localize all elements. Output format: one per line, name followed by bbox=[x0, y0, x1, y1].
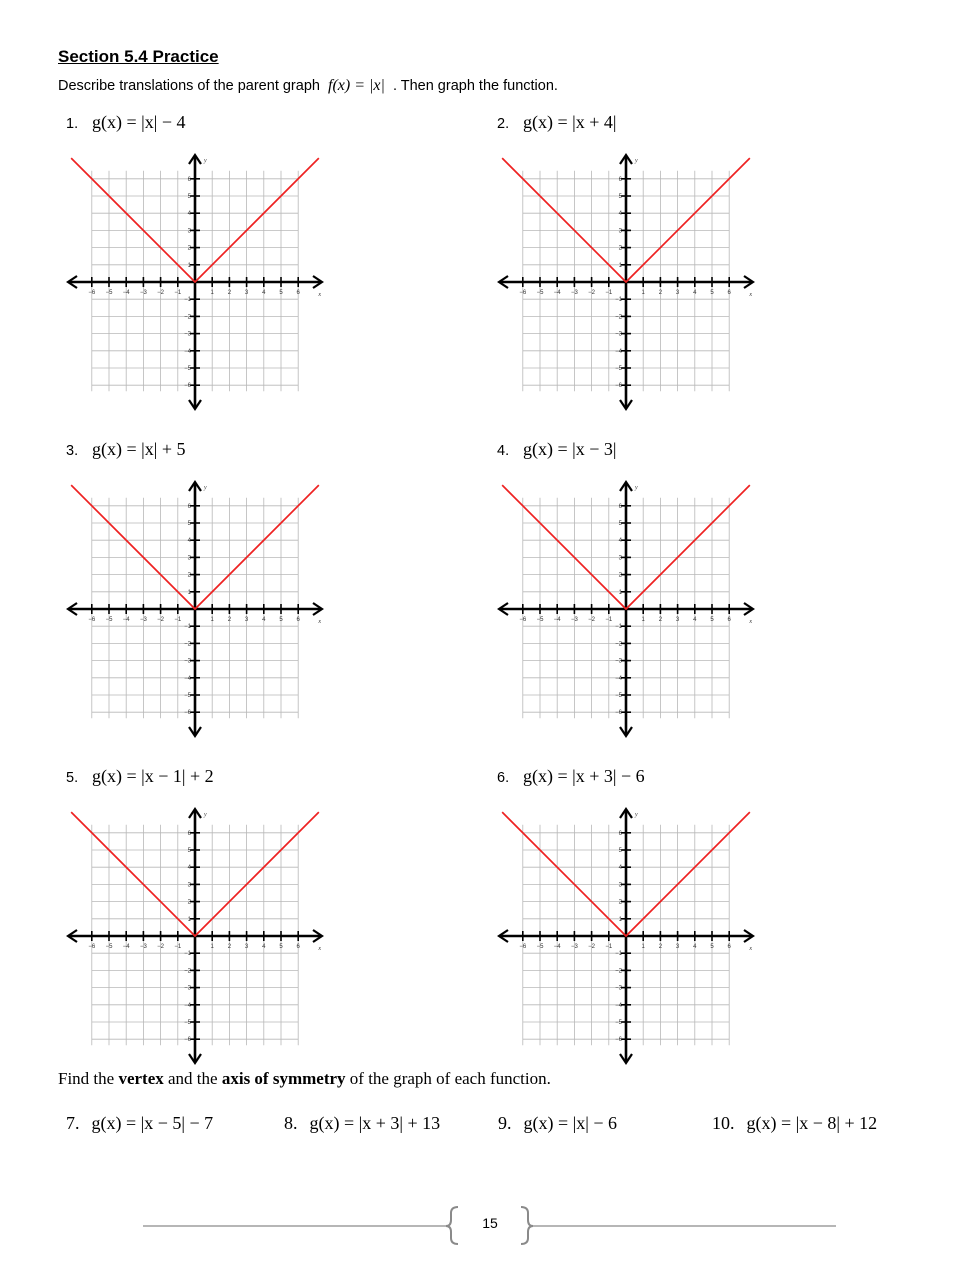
y-tick-label: 2 bbox=[187, 572, 191, 579]
y-tick-label: −2 bbox=[184, 968, 191, 975]
problem-label bbox=[66, 766, 214, 787]
y-tick-label: 5 bbox=[618, 521, 622, 527]
y-tick-label: −5 bbox=[184, 693, 191, 699]
x-tick-label: 6 bbox=[296, 944, 300, 950]
problem-label bbox=[497, 766, 645, 787]
x-tick-label: 6 bbox=[727, 617, 731, 623]
y-tick-label: 6 bbox=[618, 176, 622, 183]
y-tick-label: −4 bbox=[184, 348, 191, 355]
x-tick-label: 1 bbox=[210, 290, 214, 296]
question bbox=[66, 1113, 213, 1134]
y-tick-label: 2 bbox=[618, 572, 622, 579]
x-tick-label: 3 bbox=[244, 944, 249, 950]
y-tick-label: −3 bbox=[184, 985, 191, 992]
x-tick-label: 1 bbox=[641, 617, 645, 623]
x-tick-label: 4 bbox=[262, 290, 266, 296]
coordinate-graph bbox=[496, 152, 756, 412]
x-tick-label: −1 bbox=[174, 617, 182, 623]
question-number: 9. bbox=[498, 1113, 512, 1133]
x-tick-label: 5 bbox=[279, 617, 283, 623]
x-tick-label: 4 bbox=[693, 944, 697, 950]
left-brace-icon bbox=[446, 1207, 458, 1244]
section2-text: of the graph of each function. bbox=[345, 1069, 551, 1088]
y-axis-label: y bbox=[635, 485, 638, 491]
y-tick-label: 1 bbox=[187, 262, 191, 269]
section2-text: and the bbox=[163, 1069, 222, 1088]
problem-number: 3. bbox=[66, 443, 79, 459]
y-tick-label: −2 bbox=[615, 641, 622, 648]
x-tick-label: 1 bbox=[641, 944, 645, 950]
y-tick-label: −3 bbox=[615, 331, 622, 338]
y-tick-label: −4 bbox=[615, 675, 622, 682]
problem-expression: g(x) = |x − 1| + 2 bbox=[92, 766, 214, 786]
problem-label bbox=[66, 439, 186, 460]
x-tick-label: −2 bbox=[588, 944, 596, 950]
y-tick-label: −6 bbox=[615, 1037, 622, 1044]
parent-function: f(x) = |x| bbox=[328, 77, 385, 94]
x-tick-label: 3 bbox=[675, 944, 680, 950]
x-tick-label: 3 bbox=[244, 617, 249, 623]
y-tick-label: 1 bbox=[187, 589, 191, 596]
x-tick-label: −2 bbox=[157, 617, 165, 623]
y-tick-label: 6 bbox=[618, 503, 622, 510]
instruction-text: Describe translations of the parent graph bbox=[58, 78, 320, 94]
y-tick-label: 1 bbox=[618, 589, 622, 596]
x-tick-label: 6 bbox=[296, 617, 300, 623]
x-tick-label: −4 bbox=[553, 617, 561, 623]
x-tick-label: 2 bbox=[227, 290, 232, 296]
x-tick-label: 4 bbox=[262, 944, 266, 950]
y-tick-label: −1 bbox=[184, 951, 191, 958]
problem-number: 2. bbox=[497, 116, 510, 132]
problem-number: 6. bbox=[497, 770, 510, 786]
question bbox=[498, 1113, 617, 1134]
y-axis-label: y bbox=[204, 485, 207, 491]
y-tick-label: 3 bbox=[618, 228, 622, 235]
x-tick-label: −3 bbox=[139, 617, 147, 623]
y-tick-label: −5 bbox=[615, 366, 622, 372]
x-tick-label: 1 bbox=[641, 290, 645, 296]
x-tick-label: 3 bbox=[244, 290, 249, 296]
x-tick-label: 5 bbox=[279, 290, 283, 296]
x-tick-label: −5 bbox=[536, 944, 544, 950]
x-tick-label: −1 bbox=[174, 290, 182, 296]
x-tick-label: 1 bbox=[210, 617, 214, 623]
x-axis-label: x bbox=[749, 946, 752, 952]
y-tick-label: 1 bbox=[618, 262, 622, 269]
y-tick-label: −2 bbox=[615, 314, 622, 321]
problem-number: 1. bbox=[66, 116, 79, 132]
y-tick-label: −2 bbox=[184, 641, 191, 648]
y-tick-label: −4 bbox=[615, 348, 622, 355]
x-tick-label: −1 bbox=[605, 290, 613, 296]
y-tick-label: −6 bbox=[615, 383, 622, 390]
x-tick-label: −4 bbox=[553, 944, 561, 950]
x-tick-label: 4 bbox=[693, 617, 697, 623]
x-axis-label: x bbox=[749, 619, 752, 625]
x-tick-label: 6 bbox=[296, 290, 300, 296]
x-tick-label: 6 bbox=[727, 944, 731, 950]
question-number: 7. bbox=[66, 1113, 80, 1133]
x-tick-label: −3 bbox=[570, 617, 578, 623]
x-tick-label: 4 bbox=[262, 617, 266, 623]
section2-text: Find the bbox=[58, 1069, 119, 1088]
y-axis-label: y bbox=[204, 812, 207, 818]
x-tick-label: −6 bbox=[519, 290, 527, 296]
x-tick-label: −6 bbox=[88, 944, 96, 950]
x-tick-label: −2 bbox=[157, 290, 165, 296]
coordinate-graph bbox=[496, 479, 756, 739]
problem-expression: g(x) = |x| + 5 bbox=[92, 439, 186, 459]
x-tick-label: 3 bbox=[675, 617, 680, 623]
y-tick-label: 5 bbox=[618, 194, 622, 200]
question-expression: g(x) = |x − 5| − 7 bbox=[91, 1113, 214, 1133]
y-tick-label: 6 bbox=[618, 830, 622, 837]
y-tick-label: 5 bbox=[618, 848, 622, 854]
x-tick-label: 5 bbox=[710, 944, 714, 950]
x-tick-label: −6 bbox=[88, 617, 96, 623]
y-tick-label: −4 bbox=[184, 675, 191, 682]
y-tick-label: −4 bbox=[615, 1002, 622, 1009]
question-number: 8. bbox=[284, 1113, 298, 1133]
x-tick-label: −1 bbox=[605, 617, 613, 623]
x-axis-label: x bbox=[318, 292, 321, 298]
y-tick-label: −1 bbox=[184, 624, 191, 631]
question-expression: g(x) = |x − 8| + 12 bbox=[746, 1113, 878, 1133]
y-tick-label: −5 bbox=[615, 1020, 622, 1026]
y-tick-label: −5 bbox=[184, 1020, 191, 1026]
x-tick-label: −6 bbox=[519, 944, 527, 950]
x-tick-label: 1 bbox=[210, 944, 214, 950]
y-tick-label: −5 bbox=[184, 366, 191, 372]
question-number: 10. bbox=[712, 1113, 735, 1133]
x-tick-label: −4 bbox=[553, 290, 561, 296]
y-tick-label: 4 bbox=[618, 211, 622, 218]
x-tick-label: 6 bbox=[727, 290, 731, 296]
y-tick-label: −3 bbox=[615, 658, 622, 665]
y-tick-label: 3 bbox=[187, 882, 191, 889]
x-tick-label: 4 bbox=[693, 290, 697, 296]
x-tick-label: −2 bbox=[588, 290, 596, 296]
problem-label bbox=[66, 112, 186, 133]
x-tick-label: −5 bbox=[105, 290, 113, 296]
x-tick-label: 2 bbox=[227, 617, 232, 623]
x-tick-label: −5 bbox=[536, 290, 544, 296]
y-tick-label: 4 bbox=[618, 865, 622, 872]
x-tick-label: −5 bbox=[105, 944, 113, 950]
y-tick-label: 5 bbox=[187, 848, 191, 854]
y-tick-label: −6 bbox=[184, 383, 191, 390]
y-tick-label: 1 bbox=[618, 916, 622, 923]
y-axis-label: y bbox=[635, 812, 638, 818]
y-axis-label: y bbox=[204, 158, 207, 164]
x-tick-label: −6 bbox=[88, 290, 96, 296]
x-tick-label: 2 bbox=[227, 944, 232, 950]
x-tick-label: 2 bbox=[658, 944, 663, 950]
x-tick-label: −1 bbox=[605, 944, 613, 950]
y-tick-label: −3 bbox=[184, 658, 191, 665]
x-tick-label: 5 bbox=[710, 617, 714, 623]
y-tick-label: 6 bbox=[187, 176, 191, 183]
problem-label bbox=[497, 439, 617, 460]
x-tick-label: 2 bbox=[658, 617, 663, 623]
x-tick-label: −2 bbox=[588, 617, 596, 623]
x-tick-label: 3 bbox=[675, 290, 680, 296]
x-tick-label: −3 bbox=[570, 944, 578, 950]
y-tick-label: 4 bbox=[187, 865, 191, 872]
problem-expression: g(x) = |x + 4| bbox=[523, 112, 617, 132]
x-tick-label: −5 bbox=[536, 617, 544, 623]
x-axis-label: x bbox=[318, 946, 321, 952]
section2-bold-vertex: vertex bbox=[118, 1069, 164, 1088]
x-axis-label: x bbox=[318, 619, 321, 625]
y-tick-label: −5 bbox=[615, 693, 622, 699]
x-tick-label: −4 bbox=[122, 617, 130, 623]
section-title: Section 5.4 Practice bbox=[58, 47, 219, 66]
y-tick-label: 5 bbox=[187, 194, 191, 200]
y-tick-label: 6 bbox=[187, 830, 191, 837]
x-axis-label: x bbox=[749, 292, 752, 298]
x-tick-label: 2 bbox=[658, 290, 663, 296]
y-tick-label: 3 bbox=[618, 882, 622, 889]
y-tick-label: 1 bbox=[187, 916, 191, 923]
y-tick-label: 2 bbox=[618, 245, 622, 252]
y-axis-label: y bbox=[635, 158, 638, 164]
section2-instructions bbox=[58, 1069, 551, 1089]
y-tick-label: −1 bbox=[184, 297, 191, 304]
y-tick-label: 4 bbox=[187, 538, 191, 545]
y-tick-label: 6 bbox=[187, 503, 191, 510]
right-brace-icon bbox=[521, 1207, 533, 1244]
y-tick-label: −2 bbox=[184, 314, 191, 321]
problem-number: 4. bbox=[497, 443, 510, 459]
instructions bbox=[58, 77, 558, 95]
y-tick-label: −1 bbox=[615, 951, 622, 958]
question-expression: g(x) = |x| − 6 bbox=[523, 1113, 617, 1133]
y-tick-label: −3 bbox=[184, 331, 191, 338]
y-tick-label: −4 bbox=[184, 1002, 191, 1009]
coordinate-graph bbox=[65, 479, 325, 739]
y-tick-label: 4 bbox=[187, 211, 191, 218]
instruction-text-end: . Then graph the function. bbox=[392, 78, 558, 94]
y-tick-label: 4 bbox=[618, 538, 622, 545]
coordinate-graph bbox=[65, 806, 325, 1066]
problem-expression: g(x) = |x + 3| − 6 bbox=[523, 766, 645, 786]
y-tick-label: 2 bbox=[618, 899, 622, 906]
y-tick-label: −2 bbox=[615, 968, 622, 975]
y-tick-label: 3 bbox=[187, 228, 191, 235]
x-tick-label: −2 bbox=[157, 944, 165, 950]
problem-number: 5. bbox=[66, 770, 79, 786]
coordinate-graph bbox=[496, 806, 756, 1066]
y-tick-label: −6 bbox=[184, 710, 191, 717]
problem-expression: g(x) = |x − 3| bbox=[523, 439, 617, 459]
section2-bold-axis: axis of symmetry bbox=[221, 1069, 346, 1088]
y-tick-label: 3 bbox=[618, 555, 622, 562]
x-tick-label: −6 bbox=[519, 617, 527, 623]
y-tick-label: 2 bbox=[187, 899, 191, 906]
y-tick-label: −6 bbox=[615, 710, 622, 717]
page-number: 15 bbox=[482, 1215, 498, 1231]
y-tick-label: −3 bbox=[615, 985, 622, 992]
question bbox=[712, 1113, 877, 1134]
coordinate-graph bbox=[65, 152, 325, 412]
x-tick-label: −3 bbox=[139, 290, 147, 296]
x-tick-label: −3 bbox=[139, 944, 147, 950]
x-tick-label: 5 bbox=[279, 944, 283, 950]
y-tick-label: 2 bbox=[187, 245, 191, 252]
x-tick-label: −5 bbox=[105, 617, 113, 623]
x-tick-label: −1 bbox=[174, 944, 182, 950]
problem-label bbox=[497, 112, 617, 133]
y-tick-label: −1 bbox=[615, 624, 622, 631]
x-tick-label: 5 bbox=[710, 290, 714, 296]
x-tick-label: −4 bbox=[122, 290, 130, 296]
x-tick-label: −3 bbox=[570, 290, 578, 296]
y-tick-label: 5 bbox=[187, 521, 191, 527]
problem-expression: g(x) = |x| − 4 bbox=[92, 112, 186, 132]
y-tick-label: −1 bbox=[615, 297, 622, 304]
question bbox=[284, 1113, 440, 1134]
y-tick-label: −6 bbox=[184, 1037, 191, 1044]
x-tick-label: −4 bbox=[122, 944, 130, 950]
y-tick-label: 3 bbox=[187, 555, 191, 562]
question-expression: g(x) = |x + 3| + 13 bbox=[309, 1113, 441, 1133]
